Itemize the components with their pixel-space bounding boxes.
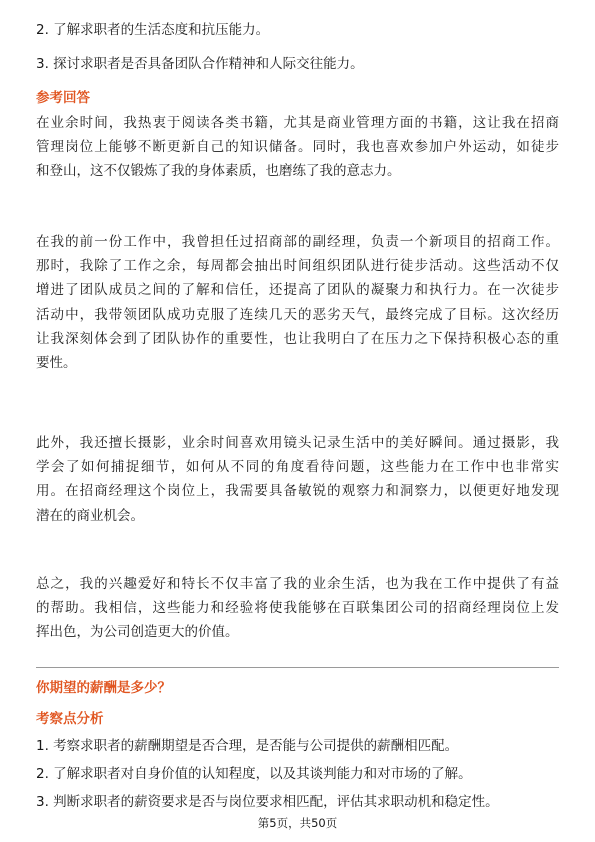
paragraph-line: 活动中，我带领团队成功克服了连续几天的恶劣天气，最终完成了目标。这次经历 <box>36 306 559 323</box>
paragraph-line: 增进了团队成员之间的了解和信任，还提高了团队的凝聚力和执行力。在一次徒步 <box>36 282 559 299</box>
page-footer: 第5页，共50页 <box>257 816 338 830</box>
paragraph-line: 用。在招商经理这个岗位上，我需要具备敏锐的观察力和洞察力，以便更好地发现 <box>36 483 559 500</box>
paragraph-line: 在业余时间，我热衷于阅读各类书籍，尤其是商业管理方面的书籍，这让我在招商 <box>36 115 559 131</box>
question-heading: 你期望的薪酬是多少？ <box>36 680 171 696</box>
paragraph-line: 要性。 <box>36 355 77 372</box>
paragraph-line: 让我深刻体会到了团队协作的重要性，也让我明白了在压力之下保持积极心态的重 <box>36 330 559 347</box>
list-item: 3. 探讨求职者是否具备团队合作精神和人际交往能力。 <box>36 56 364 72</box>
paragraph-line: 那时，我除了工作之余，每周都会抽出时间组织团队进行徒步活动。这些活动不仅 <box>36 258 559 275</box>
answer-paragraph-4 <box>36 572 559 645</box>
paragraph-line: 学会了如何捕捉细节，如何从不同的角度看待问题，这些能力在工作中也非常实 <box>36 459 559 476</box>
list-item: 3. 判断求职者的薪资要求是否与岗位要求相匹配，评估其求职动机和稳定性。 <box>36 794 499 810</box>
paragraph-line: 在我的前一份工作中，我曾担任过招商部的副经理，负责一个新项目的招商工作。 <box>36 234 559 250</box>
answer-paragraph-1 <box>36 111 559 184</box>
answer-label: 参考回答 <box>36 90 90 106</box>
answer-paragraph-2 <box>36 230 559 375</box>
paragraph-line: 总之，我的兴趣爱好和特长不仅丰富了我的业余生活，也为我在工作中提供了有益 <box>36 576 559 592</box>
paragraph-line: 和登山，这不仅锻炼了我的身体素质，也磨练了我的意志力。 <box>36 163 401 180</box>
analysis-label: 考察点分析 <box>36 711 104 727</box>
paragraph-line: 此外，我还擅长摄影，业余时间喜欢用镜头记录生活中的美好瞬间。通过摄影，我 <box>36 435 559 451</box>
answer-paragraph-3 <box>36 431 559 528</box>
paragraph-line: 潜在的商业机会。 <box>36 507 144 524</box>
section-divider <box>36 667 559 668</box>
paragraph-line: 管理岗位上能够不断更新自己的知识储备。同时，我也喜欢参加户外运动，如徒步 <box>36 139 559 156</box>
paragraph-line: 的帮助。我相信，这些能力和经验将使我能够在百联集团公司的招商经理岗位上发 <box>36 600 559 617</box>
list-item: 2. 了解求职者的生活态度和抗压能力。 <box>36 22 270 38</box>
list-item: 1. 考察求职者的薪酬期望是否合理，是否能与公司提供的薪酬相匹配。 <box>36 738 459 754</box>
paragraph-line: 挥出色，为公司创造更大的价值。 <box>36 624 239 641</box>
list-item: 2. 了解求职者对自身价值的认知程度，以及其谈判能力和对市场的了解。 <box>36 766 472 782</box>
